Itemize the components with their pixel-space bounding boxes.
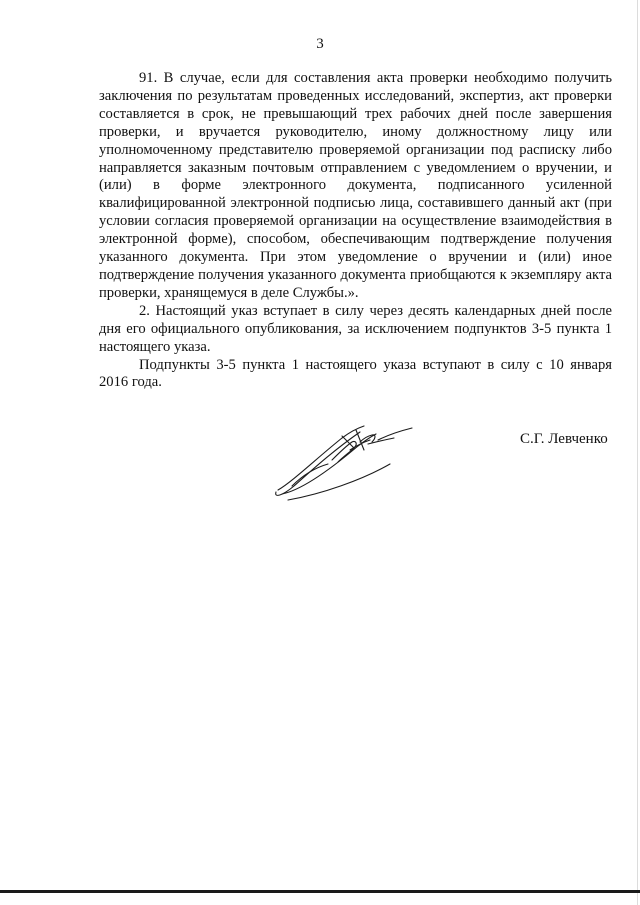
page-bottom-border (0, 890, 640, 893)
page-edge (637, 0, 638, 905)
paragraph-subclauses: Подпункты 3-5 пункта 1 настоящего указа вступают в силу с 10 января 2016 года. (99, 356, 612, 391)
handwritten-signature (272, 420, 422, 505)
paragraph-clause-2: 2. Настоящий указ вступает в силу через десять календарных дней после дня его официального опубликования, за исключением подпунктов 3-5 пункта 1 настоящего указа. (99, 302, 612, 355)
paragraph-clause-91: 91. В случае, если для составления акта проверки необходимо получить заключения по результатам проведенных исследований, экспертиз, акт проверки составляется в срок, не превышающий трех рабочих дней после завершения проверки, и вручается руководителю, иному должностному лицу или уполномоченному представителю проверяемой организации под расписку либо направляется заказным почтовым отправлением с уведомлением о вручении, и (или) в форме электронного документа, подписанного усиленной квалифицированной электронной подписью лица, составившего данный акт (при условии согласия проверяемой организации на осуществление взаимодействия в электронной форме), способом, обеспечивающим подтверждение получения указанного документа. При этом уведомление о вручении и (или) иное подтверждение получения указанного документа приобщаются к экземпляру акта проверки, хранящемуся в деле Службы.». (99, 70, 612, 301)
page-number: 3 (316, 36, 324, 52)
document-body (99, 70, 612, 392)
signer-name: С.Г. Левченко (520, 431, 608, 447)
